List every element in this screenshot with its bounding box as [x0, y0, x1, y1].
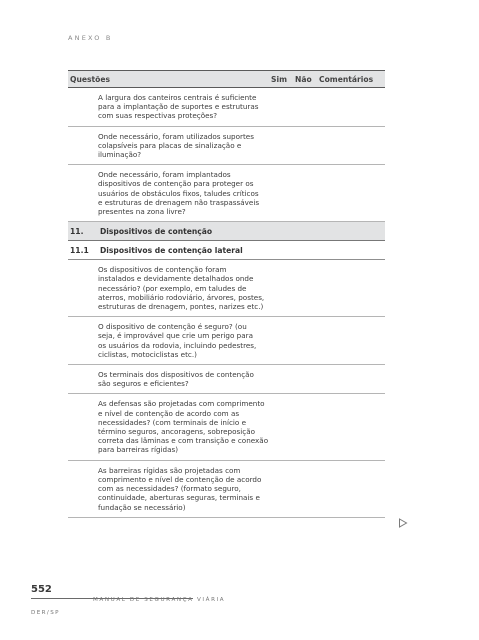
section-title: Dispositivos de contenção [100, 226, 213, 236]
table-row: As barreiras rígidas são projetadas com comprimento e nível de contenção de acordo com as necessidades? (formato seguro, continuidade, aberturas seguras, terminais e fundação se necessário) [68, 461, 385, 518]
section-number: 11.1 [70, 245, 89, 255]
table-row: O dispositivo de contenção é seguro? (ou seja, é improvável que crie um perigo para os usuários da rodovia, incluindo pedestres, ciclistas, motociclistas etc.) [68, 317, 385, 365]
manual-title: MANUAL DE SEGURANÇA VIÁRIA [93, 597, 226, 603]
table-row: Onde necessário, foram implantados dispositivos de contenção para proteger os usuários de obstáculos fixos, taludes críticos e estruturas de drenagem não traspassáveis presentes na zona livre? [68, 165, 385, 222]
section-title: Dispositivos de contenção lateral [100, 245, 243, 255]
col-comments: Comentários [319, 74, 374, 84]
table-row: Os terminais dos dispositivos de contenção são seguros e eficientes? [68, 365, 385, 394]
col-yes: Sim [271, 74, 287, 84]
table-row: Os dispositivos de contenção foram instalados e devidamente detalhados onde necessário? (por exemplo, em taludes de aterros, mobiliário rodoviário, árvores, postes, estruturas de drenagem, pontes, narizes etc.) [68, 260, 385, 317]
table-row: Onde necessário, foram utilizados suportes colapsíveis para placas de sinalização e iluminação? [68, 127, 385, 166]
section-11 [68, 222, 385, 241]
triangle-right-icon[interactable] [398, 518, 408, 528]
org-label: DER/SP [31, 610, 60, 616]
col-questions: Questões [70, 74, 111, 84]
page-number: 552 [31, 584, 52, 595]
section-number: 11. [70, 226, 84, 236]
checklist-table [68, 70, 385, 518]
table-header [68, 70, 385, 88]
table-row: As defensas são projetadas com comprimento e nível de contenção de acordo com as necessidades? (com terminais de início e término seguros, ancoragens, sobreposição correta das lâminas e com transição e conexão para barreiras rígidas) [68, 394, 385, 460]
table-row: A largura dos canteiros centrais é suficiente para a implantação de suportes e estruturas com suas respectivas proteções? [68, 88, 385, 127]
section-11-1 [68, 241, 385, 260]
annex-label: ANEXO B [68, 34, 113, 42]
col-no: Não [295, 74, 312, 84]
